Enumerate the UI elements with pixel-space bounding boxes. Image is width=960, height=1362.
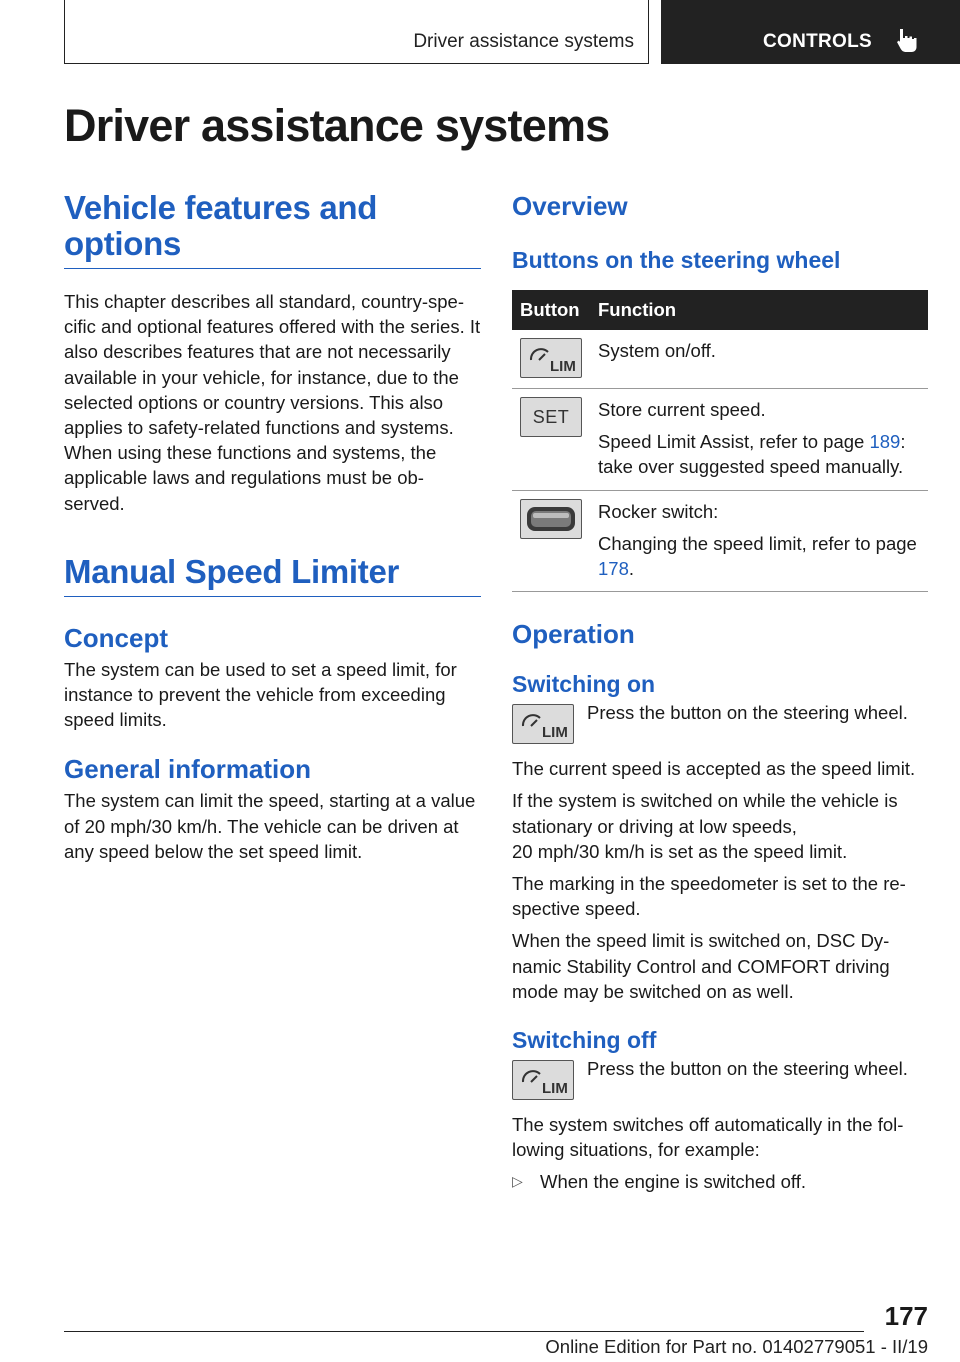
switch-on-press-text: Press the button on the steering wheel. (587, 702, 908, 724)
switch-off-press-text: Press the button on the steering wheel. (587, 1058, 908, 1080)
function-text: Changing the speed limit, refer to page 178. (598, 532, 917, 580)
vehicle-features-text: This chapter describes all standard, country-spe-cific and optional features offered with the series. It also describes features that are not necessarily available in your vehicle, for instance, due to the selected options or country versions. This also applies to safety-related functions and systems. When using these functions and systems, the applicable laws and regulations must be ob-served. (64, 291, 481, 514)
operation-heading: Operation (512, 619, 635, 650)
list-item (512, 1169, 928, 1194)
switch-on-instruction (512, 700, 928, 744)
lim-button-icon (512, 1060, 574, 1100)
switch-off-instruction (512, 1056, 928, 1100)
footer-divider (64, 1331, 864, 1332)
left-column (64, 190, 481, 864)
col-header-function: Function (590, 290, 928, 330)
triangle-bullet-icon: ▷ (512, 1173, 523, 1190)
page-title: Driver assistance systems (64, 100, 610, 151)
page-link-178[interactable]: 178 (598, 558, 629, 580)
table-header-row (512, 290, 928, 330)
concept-heading: Concept (64, 622, 168, 653)
col-header-button: Button (512, 290, 590, 330)
switching-on-heading: Switching on (512, 671, 656, 698)
switch-on-para-3: The marking in the speedometer is set to the re-spective speed. (512, 873, 906, 920)
switch-off-para-1: The system switches off automatically in the fol-lowing situations, for example: (512, 1114, 904, 1161)
function-text: System on/off. (598, 340, 716, 361)
table-row (512, 330, 928, 389)
footer-edition: Online Edition for Part no. 01402779051 - II/19 (545, 1336, 928, 1357)
page-number: 177 (884, 1301, 928, 1331)
switch-on-para-4: When the speed limit is switched on, DSC Dy-namic Stability Control and COMFORT driving mode may be switched on as well. (512, 930, 890, 1002)
pointing-hand-icon (895, 27, 919, 53)
header-chapter-label: CONTROLS (763, 31, 873, 52)
buttons-table (512, 290, 928, 592)
switching-off-heading: Switching off (512, 1027, 657, 1054)
function-text: Rocker switch: (598, 500, 719, 522)
switch-on-para-2: If the system is switched on while the vehicle is stationary or driving at low speeds, 20 mph/30 km/h is set as the speed limit. (512, 790, 898, 862)
function-text: Store current speed. (598, 399, 766, 420)
page-link-189[interactable]: 189 (869, 431, 901, 453)
concept-text: The system can be used to set a speed limit, for instance to prevent the vehicle from exceeding speed limits. (64, 658, 457, 731)
manual-speed-limiter-heading: Manual Speed Limiter (64, 554, 481, 597)
function-text: Speed Limit Assist, refer to page 189: take over suggested speed manually. (598, 431, 906, 478)
overview-heading: Overview (512, 191, 628, 221)
general-information-text: The system can limit the speed, starting at a value of 20 mph/30 km/h. The vehicle can be driven at any speed below the set speed limit. (64, 790, 476, 862)
header-section-box (64, 0, 649, 64)
table-row (512, 490, 928, 592)
rocker-switch-icon (520, 499, 582, 539)
header-section-title: Driver assistance systems (413, 31, 634, 52)
svg-text:LIM: LIM (550, 358, 576, 375)
table-row (512, 389, 928, 491)
lim-button-icon (512, 704, 574, 744)
lim-button-icon (520, 338, 582, 378)
set-button-icon: SET (520, 397, 582, 437)
svg-text:LIM: LIM (542, 1080, 568, 1098)
switch-on-para-1: The current speed is accepted as the speed limit. (512, 758, 916, 780)
bullet-text: When the engine is switched off. (540, 1171, 807, 1193)
header-chapter-tab[interactable] (661, 0, 960, 64)
vehicle-features-heading: Vehicle features and options (64, 190, 481, 269)
svg-text:LIM: LIM (542, 724, 568, 742)
general-information-heading: General information (64, 754, 312, 785)
right-column (512, 190, 928, 1195)
buttons-steering-heading: Buttons on the steering wheel (512, 247, 841, 273)
